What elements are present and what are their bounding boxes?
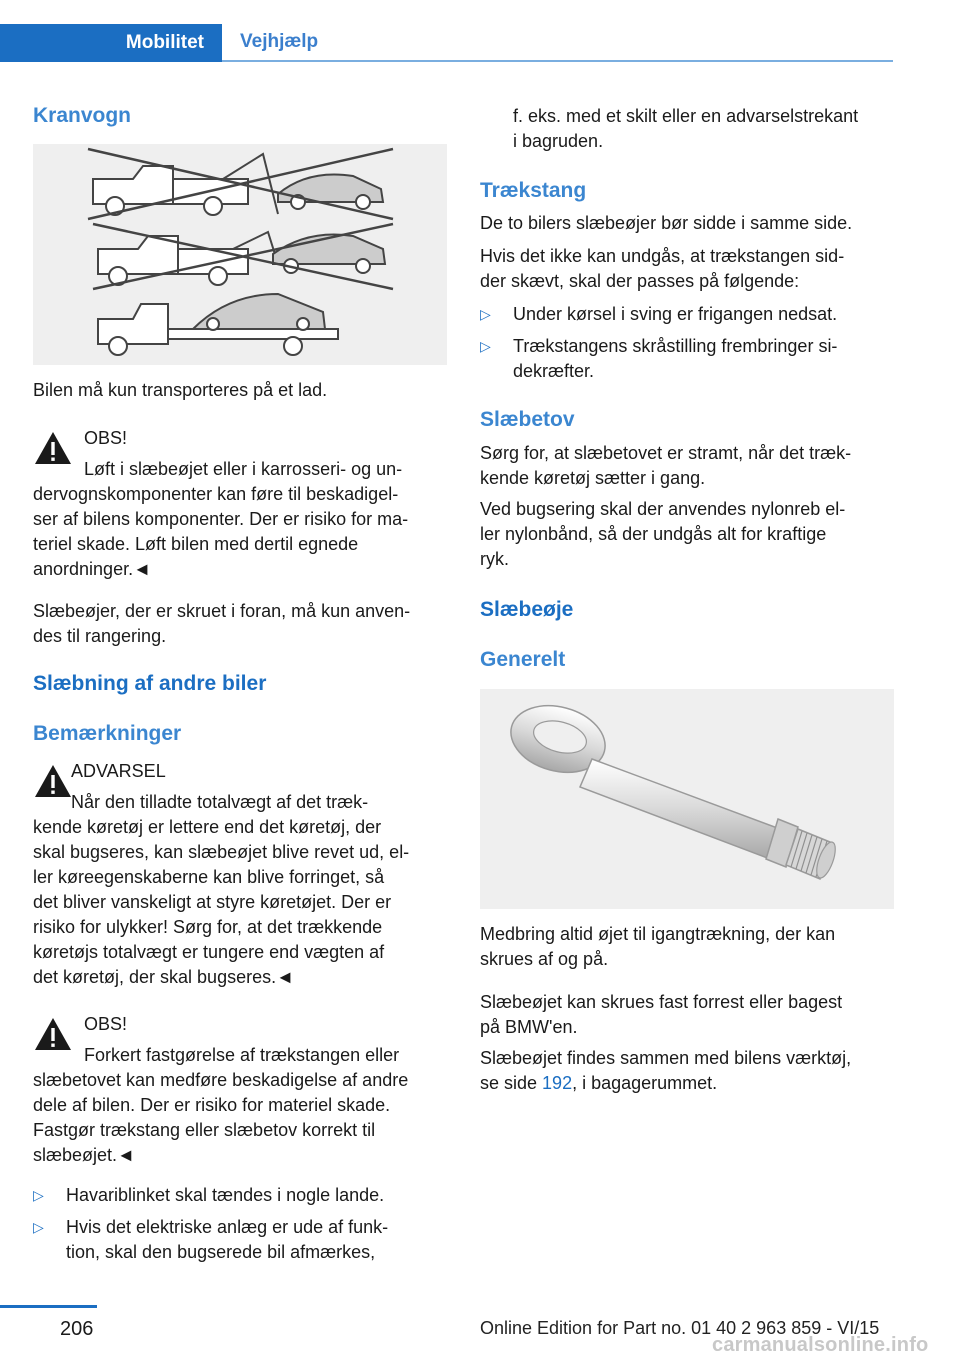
paragraph-line: des til rangering. [33,626,167,646]
warning-2-text-line: ler køreegenskaberne kan blive forringet, så [33,867,385,887]
list-item [33,1215,447,1265]
warning-3-line1: Forkert fastgørelse af trækstangen eller [84,1045,400,1065]
warning-1-rest [33,482,447,582]
paragraph-line: Ved bugsering skal der anvendes nylonreb el- [480,499,846,519]
warning-2-line1: Når den tilladte totalvægt af det træk- [71,792,369,812]
warning-2-text-line: kende køretøj er lettere end det køretøj, der [33,817,382,837]
page-number: 206 [60,1318,94,1340]
warning-triangle-icon [33,1016,73,1052]
warning-2-text-line: det køretøj, der skal bugseres.◄ [33,967,294,987]
traekstang-paragraph-2 [480,244,894,294]
generelt-paragraph-1 [480,922,894,972]
tow-eye-figure [480,689,894,909]
paragraph-line [480,1071,910,1096]
generelt-paragraph-3 [480,1046,910,1096]
list-item-text: Under kørsel i sving er frigangen nedsat. [513,304,838,324]
list-item [480,334,894,384]
warning-1-title: OBS! [84,428,128,448]
text-span: se side [480,1073,543,1093]
warning-3-text-line: slæbetovet kan medføre beskadigelse af andre [33,1070,409,1090]
section-tabs [0,24,893,62]
paragraph-line: ler nylonbånd, så der undgås alt for kraftige [480,524,827,544]
paragraph-line: kende køretøj sætter i gang. [480,468,706,488]
tow-eye-illustration [480,689,894,909]
text-span: , i bagagerummet. [572,1073,718,1093]
tow-truck-illustration [33,144,447,365]
tab-vejhjaelp[interactable]: Vejhjælp [222,24,893,62]
warning-2-title: ADVARSEL [71,761,166,781]
paragraph-line: Medbring altid øjet til igangtrækning, der kan [480,924,836,944]
para-hooks [33,599,447,649]
heading-kranvogn: Kranvogn [33,104,132,127]
heading-slaeboeje: Slæbeøje [480,598,574,621]
list-item-text: Havariblinket skal tændes i nogle lande. [66,1185,385,1205]
bullet-triangle-icon: ▷ [480,338,491,354]
heading-generelt: Generelt [480,648,566,671]
warning-3-title: OBS! [84,1014,128,1034]
list-item-text [66,1215,388,1265]
list-item-line: Hvis det elektriske anlæg er ude af funk- [66,1217,389,1237]
edition-note: Online Edition for Part no. 01 40 2 963 859 - VI/15 [480,1318,880,1338]
heading-traekstang: Trækstang [480,179,587,202]
paragraph-line: Slæbeøjet kan skrues fast forrest eller bagest [480,992,843,1012]
heading-bemaerkninger: Bemærkninger [33,722,182,745]
warning-1-text-line: dervognskomponenter kan føre til beskadigel- [33,484,399,504]
watermark: carmanualsonline.info [712,1334,929,1356]
paragraph-line: Slæbeøjer, der er skruet i foran, må kun anven- [33,601,411,621]
warning-3-text-line: Fastgør trækstang eller slæbetov korrekt til [33,1120,376,1140]
warning-3-rest [33,1068,447,1168]
warning-1-text-line: anordninger.◄ [33,559,151,579]
slaebetov-paragraph-1 [480,441,894,491]
warning-1-text-line: teriel skade. Løft bilen med dertil egnede [33,534,359,554]
paragraph-line: på BMW'en. [480,1017,578,1037]
list-item [33,1183,447,1208]
paragraph-line: Slæbeøjet findes sammen med bilens værktøj, [480,1048,852,1068]
tab-mobilitet[interactable]: Mobilitet [0,24,222,62]
warning-2-text-line: køretøjs totalvægt er tungere end vægten af [33,942,385,962]
list-item-line: dekræfter. [513,361,595,381]
list-item-line: Trækstangens skråstilling frembringer si- [513,336,838,356]
list-item [480,302,894,327]
warning-3-text-line: dele af bilen. Der er risiko for materiel skade. [33,1095,391,1115]
list-item-line: i bagruden. [513,131,604,151]
bullet-triangle-icon: ▷ [480,306,491,322]
generelt-paragraph-2 [480,990,894,1040]
list-item-line: f. eks. med et skilt eller en advarselstrekant [513,106,859,126]
warning-2-text-line: risiko for ulykker! Sørg for, at det trækkende [33,917,383,937]
warning-2-text-line: skal bugseres, kan slæbeøjet blive revet ud, el- [33,842,410,862]
paragraph-line: Sørg for, at slæbetovet er stramt, når det træk- [480,443,852,463]
tow-truck-figure [33,144,447,365]
continued-bullet-text [513,104,903,154]
paragraph-line: ryk. [480,549,509,569]
traekstang-paragraph-1: De to bilers slæbeøjer bør sidde i samme side. [480,213,853,233]
bullet-triangle-icon: ▷ [33,1187,44,1203]
footer-accent-line [0,1305,97,1308]
heading-slaebetov: Slæbetov [480,408,575,431]
warning-triangle-icon [33,763,73,799]
kranvogn-caption: Bilen må kun transporteres på et lad. [33,380,328,400]
list-item-text [513,334,837,384]
bullet-triangle-icon: ▷ [33,1219,44,1235]
heading-slaebning: Slæbning af andre biler [33,672,267,695]
warning-triangle-icon [33,430,73,466]
warning-3-text-line: slæbeøjet.◄ [33,1145,135,1165]
warning-1-text-line: ser af bilens komponenter. Der er risiko for ma- [33,509,409,529]
warning-2-rest [33,815,447,990]
paragraph-line: skrues af og på. [480,949,609,969]
paragraph-line: Hvis det ikke kan undgås, at trækstangen sid- [480,246,845,266]
list-item-line: tion, skal den bugserede bil afmærkes, [66,1242,376,1262]
paragraph-line: der skævt, skal der passes på følgende: [480,271,800,291]
slaebetov-paragraph-2 [480,497,894,572]
page-reference-link[interactable]: 192 [542,1073,573,1093]
warning-2-text-line: det bliver vanskeligt at styre køretøjet. Der er [33,892,392,912]
warning-1-line1: Løft i slæbeøjet eller i karrosseri- og un- [84,459,403,479]
